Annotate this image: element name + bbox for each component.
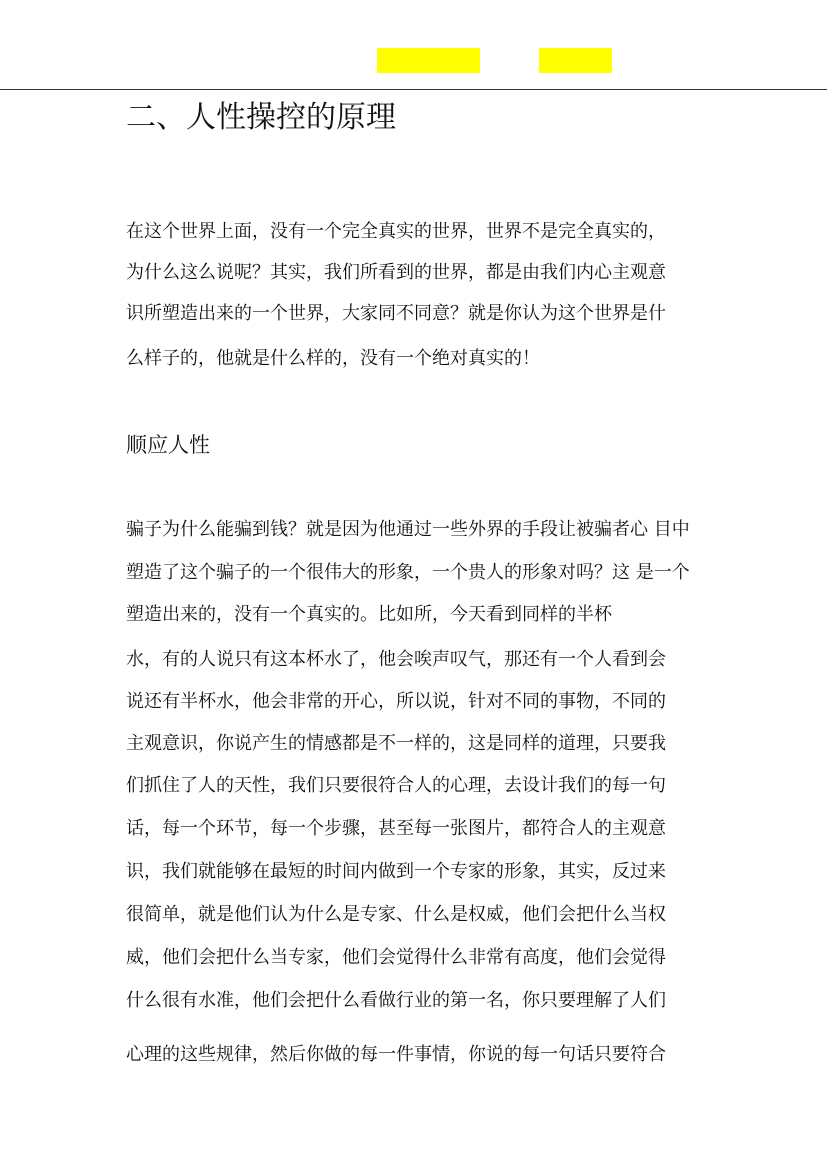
yellow-highlight-block: [377, 48, 480, 73]
header-rule: [0, 89, 827, 90]
paragraph-line: 们抓住了人的天性，我们只要很符合人的心理，去设计我们的每一句: [126, 775, 666, 796]
subheading: 顺应人性: [126, 433, 210, 457]
paragraph-line: 在这个世界上面，没有一个完全真实的世界，世界不是完全真实的，: [126, 221, 666, 242]
paragraph-line: 话，每一个环节，每一个步骤，甚至每一张图片，都符合人的主观意: [126, 818, 666, 839]
paragraph-line: 识所塑造出来的一个世界，大家同不同意？就是你认为这个世界是什: [126, 303, 666, 324]
paragraph-line: 骗子为什么能骗到钱？就是因为他通过一些外界的手段让被骗者心 目中: [126, 519, 690, 540]
paragraph-line: 水，有的人说只有这本杯水了，他会唉声叹气，那还有一个人看到会: [126, 649, 666, 670]
paragraph-line: 很简单，就是他们认为什么是专家、什么是权威，他们会把什么当权: [126, 904, 666, 925]
paragraph-line: 说还有半杯水，他会非常的开心，所以说，针对不同的事物，不同的: [126, 691, 666, 712]
paragraph-line: 威，他们会把什么当专家，他们会觉得什么非常有高度，他们会觉得: [126, 947, 666, 968]
paragraph-line: 塑造出来的，没有一个真实的。比如所，今天看到同样的半杯: [126, 604, 612, 625]
paragraph-line: 识，我们就能够在最短的时间内做到一个专家的形象，其实，反过来: [126, 861, 666, 882]
paragraph-line: 什么很有水准，他们会把什么看做行业的第一名，你只要理解了人们: [126, 990, 666, 1011]
paragraph-line: 心理的这些规律，然后你做的每一件事情，你说的每一句话只要符合: [126, 1044, 666, 1065]
yellow-highlight-block: [539, 48, 612, 73]
paragraph-line: 么样子的，他就是什么样的，没有一个绝对真实的！: [126, 348, 540, 369]
paragraph-line: 为什么这么说呢？其实，我们所看到的世界，都是由我们内心主观意: [126, 262, 666, 283]
paragraph-line: 主观意识，你说产生的情感都是不一样的，这是同样的道理，只要我: [126, 733, 666, 754]
paragraph-line: 塑造了这个骗子的一个很伟大的形象，一个贵人的形象对吗？这 是一个: [126, 562, 690, 583]
section-title: 二、人性操控的原理: [126, 100, 396, 135]
